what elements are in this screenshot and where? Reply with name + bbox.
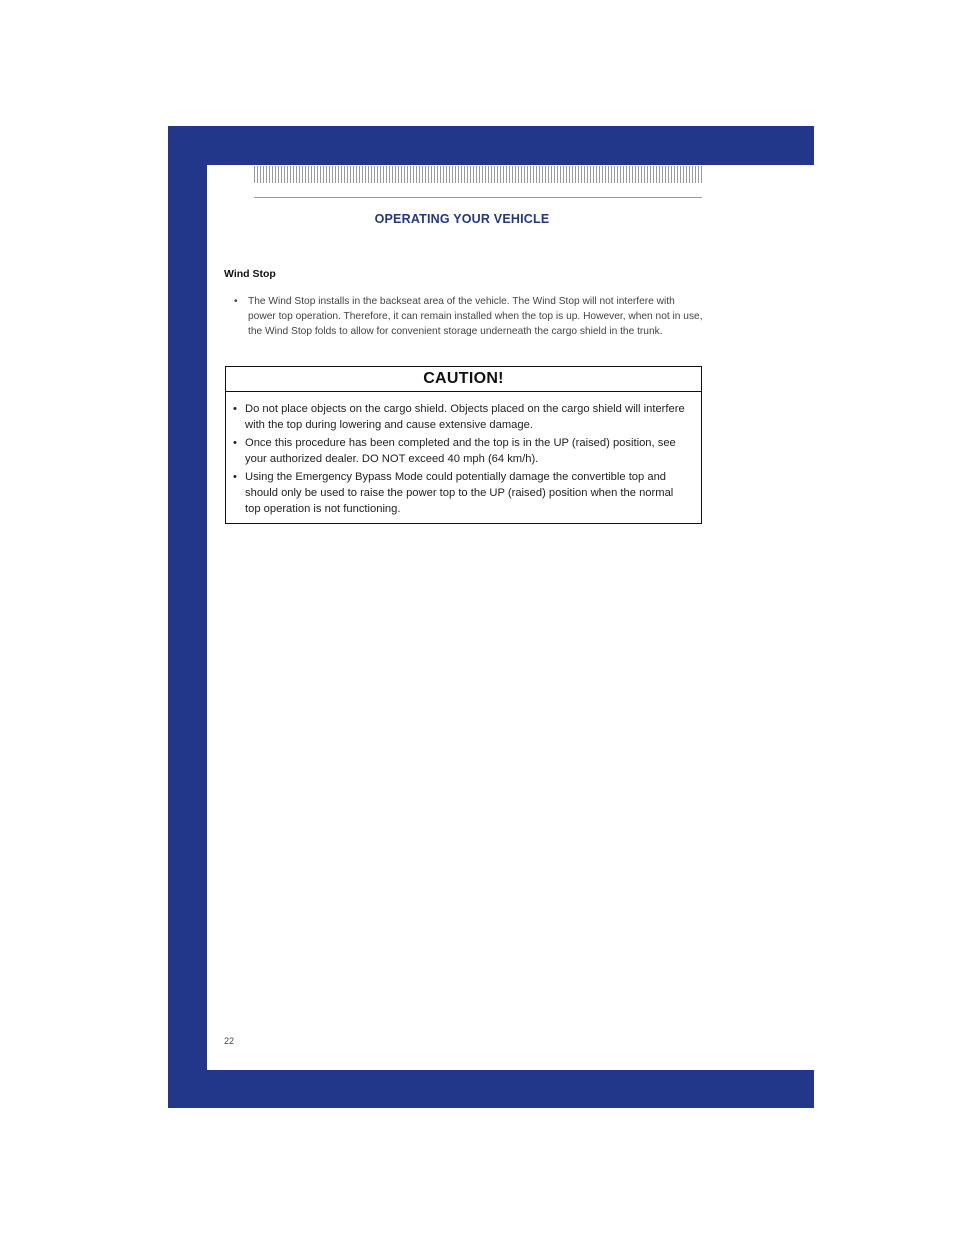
caution-list (226, 392, 701, 517)
caution-title: CAUTION! (226, 367, 701, 392)
page-number: 22 (224, 1036, 235, 1046)
list-item-text: Once this procedure has been completed and the top is in the UP (raised) position, see your authorized dealer. DO NOT exceed 40 mph (64 km/h). (245, 437, 676, 465)
caution-box (225, 366, 702, 524)
wind-stop-list (234, 294, 704, 339)
list-item-text: Do not place objects on the cargo shield. Objects placed on the cargo shield will interfere with the top during lowering and cause extensive damage. (245, 403, 685, 431)
list-item (233, 469, 691, 517)
bullet-icon: • (233, 403, 237, 415)
list-item (234, 294, 704, 339)
bullet-icon: • (233, 437, 237, 449)
list-item (233, 435, 691, 467)
list-item (233, 401, 691, 433)
bullet-icon: • (233, 471, 237, 483)
section-title: OPERATING YOUR VEHICLE (374, 212, 550, 226)
wind-stop-heading: Wind Stop (224, 268, 276, 280)
bullet-icon: • (234, 296, 238, 307)
decorative-tick-bar (254, 166, 704, 183)
header-divider (254, 197, 702, 198)
list-item-text: Using the Emergency Bypass Mode could potentially damage the convertible top and should only be used to raise the power top to the UP (raised) position when the normal top operation is not functioning. (245, 471, 674, 515)
list-item-text: The Wind Stop installs in the backseat area of the vehicle. The Wind Stop will not interfere with power top operation. Therefore, it can remain installed when the top is up. However, when not in use, the Wind Stop folds to allow for convenient storage underneath the cargo shield in the trunk. (248, 296, 703, 337)
